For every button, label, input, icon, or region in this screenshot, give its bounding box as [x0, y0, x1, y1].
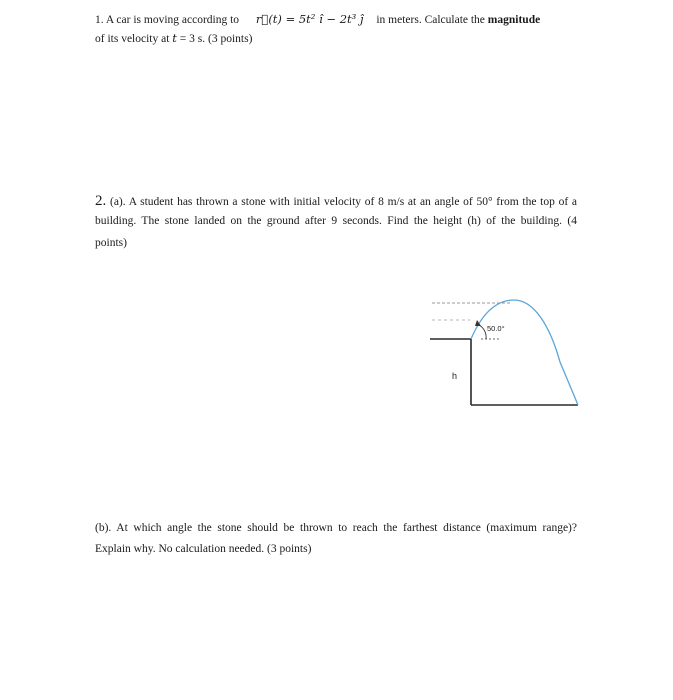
q1-units: in meters. Calculate the — [376, 14, 485, 26]
q1-time-variable: t — [172, 31, 177, 45]
height-label: h — [452, 371, 458, 381]
q2a-text-line-3: points) — [95, 237, 127, 249]
q2a-text-line-1: (a). A student has thrown a stone with initial velocity of 8 m/s at an angle of 50° from the top of a — [109, 196, 577, 208]
q1-time-value: = 3 s. (3 points) — [176, 33, 253, 45]
q2b-line-1 — [95, 521, 577, 535]
q1-intro: 1. A car is moving according to — [95, 14, 240, 26]
q2b-text-line-1: (b). At which angle the stone should be thrown to reach the farthest distance (maximum range)? — [95, 522, 577, 534]
q2b-text-line-2: Explain why. No calculation needed. (3 points) — [95, 543, 312, 555]
trajectory-curve — [471, 300, 578, 405]
angle-label: 50.0° — [487, 324, 505, 333]
q1-position-formula: r⃗(t) = 5t² î − 2t³ ĵ — [255, 12, 364, 26]
q2b-line-2 — [95, 542, 311, 556]
angle-arc — [479, 325, 486, 339]
q2-number: 2. — [95, 193, 107, 209]
q2a-text-line-2: building. The stone landed on the ground after 9 seconds. Find the height (h) of the building. (4 — [95, 215, 577, 227]
q1-magnitude-bold: magnitude — [487, 14, 541, 26]
q1-velocity-text: of its velocity at — [95, 33, 170, 45]
